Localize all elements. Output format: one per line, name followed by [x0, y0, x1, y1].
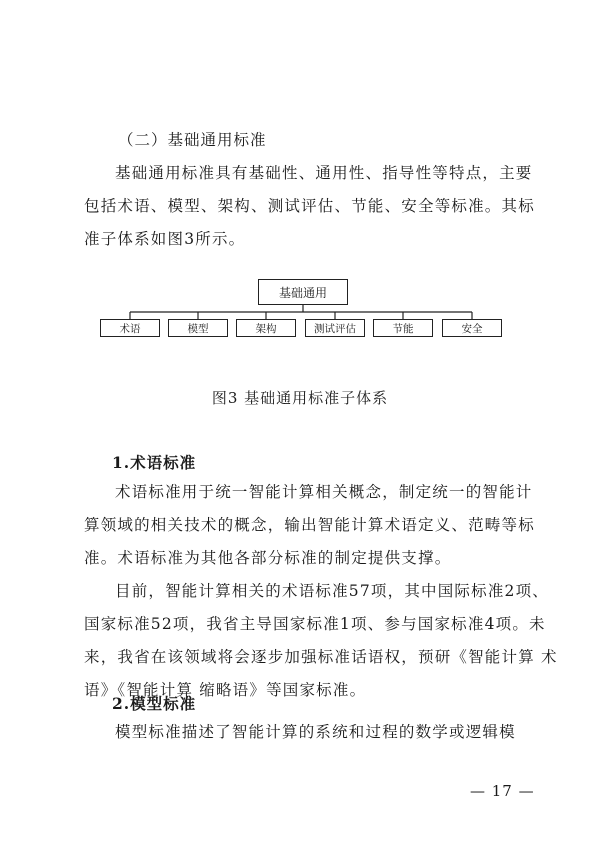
text-line: 包括术语、模型、架构、测试评估、节能、安全等标准。其标	[84, 197, 535, 215]
text-line: 算领域的相关技术的概念，输出智能计算术语定义、范畴等标	[84, 516, 535, 534]
terminology-paragraph-2	[84, 575, 558, 707]
intro-paragraph	[84, 157, 535, 256]
diagram-root-node: 基础通用	[258, 279, 348, 305]
text-line: 术语标准用于统一智能计算相关概念，制定统一的智能计	[115, 483, 533, 501]
diagram-node-architecture: 架构	[236, 319, 296, 337]
text-line: 基础通用标准具有基础性、通用性、指导性等特点，主要	[115, 164, 533, 182]
diagram-node-testing: 测试评估	[305, 319, 365, 337]
text-line: 准子体系如图3所示。	[84, 230, 246, 248]
text-line: 国家标准52项，我省主导国家标准1项、参与国家标准4项。未	[84, 615, 546, 633]
text-line: 模型标准描述了智能计算的系统和过程的数学或逻辑模	[115, 723, 516, 741]
figure-caption: 图3 基础通用标准子体系	[211, 389, 389, 407]
text-line: 目前，智能计算相关的术语标准57项，其中国际标准2项、	[115, 582, 549, 600]
diagram-node-energy: 节能	[373, 319, 433, 337]
terminology-paragraph-1	[84, 476, 535, 575]
text-line: 来，我省在该领域将会逐步加强标准话语权，预研《智能计算 术	[84, 648, 558, 666]
standards-hierarchy-diagram	[96, 279, 508, 341]
subsection-title-model: 2.模型标准	[112, 694, 197, 713]
diagram-node-security: 安全	[442, 319, 502, 337]
page-number: — 17 —	[470, 782, 535, 800]
diagram-node-model: 模型	[168, 319, 228, 337]
section-heading: （二）基础通用标准	[118, 131, 267, 149]
model-paragraph	[84, 716, 520, 749]
text-line: 语》《智能计算 缩略语》等国家标准。	[84, 681, 367, 699]
diagram-node-terminology: 术语	[100, 319, 160, 337]
subsection-title-terminology: 1.术语标准	[112, 453, 197, 472]
text-line: 准。术语标准为其他各部分标准的制定提供支撑。	[84, 549, 452, 567]
